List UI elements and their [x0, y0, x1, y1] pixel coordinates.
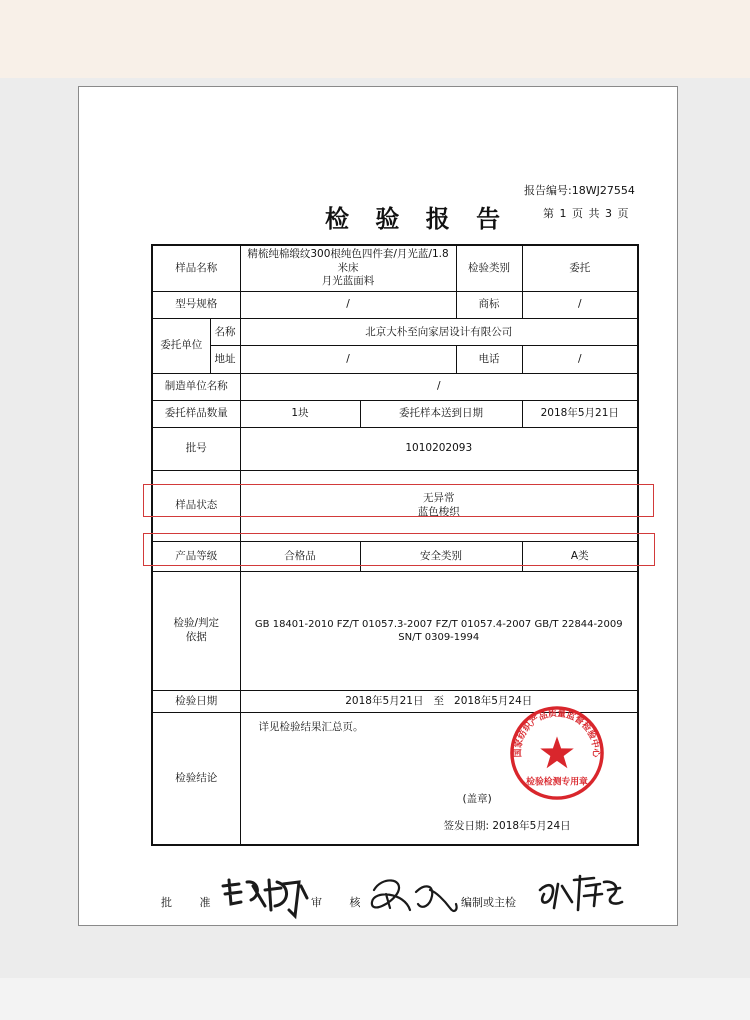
review-label: 审 核 — [311, 896, 373, 909]
preparer-signature — [534, 872, 626, 916]
page-info: 第 1 页 共 3 页 — [543, 207, 630, 220]
test-type-value: 委托 — [522, 245, 638, 291]
approver-signature — [219, 876, 311, 920]
bottom-band — [0, 978, 750, 1020]
report-number: 报告编号:18WJ27554 — [524, 184, 635, 197]
safety-value: A类 — [522, 542, 638, 571]
sample-qty-label: 委托样品数量 — [152, 401, 240, 428]
sample-name-label: 样品名称 — [152, 245, 240, 291]
issue-date: 签发日期: 2018年5月24日 — [443, 820, 571, 833]
approve-label: 批 准 — [161, 896, 223, 909]
seal-star-icon — [540, 736, 574, 768]
manufacturer-label: 制造单位名称 — [152, 373, 240, 400]
client-label: 委托单位 — [152, 319, 210, 374]
model-label: 型号规格 — [152, 291, 240, 318]
trademark-label: 商标 — [456, 291, 522, 318]
conclusion-label: 检验结论 — [152, 713, 240, 845]
client-address-value: / — [240, 346, 456, 373]
grade-value: 合格品 — [240, 542, 360, 571]
seal-ring-text: 国家纺织产品质量监督检验中心 — [513, 708, 601, 758]
batch-label: 批号 — [152, 428, 240, 470]
report-title: 检 验 报 告 — [325, 204, 510, 233]
basis-label: 检验/判定 依据 — [152, 571, 240, 690]
trademark-value: / — [522, 291, 638, 318]
client-name-value: 北京大朴至向家居设计有限公司 — [240, 319, 638, 346]
test-date-label: 检验日期 — [152, 690, 240, 712]
client-name-label: 名称 — [210, 319, 240, 346]
signature-row — [79, 882, 679, 932]
basis-value: GB 18401-2010 FZ/T 01057.3-2007 FZ/T 01057.4-2007 GB/T 22844-2009 SN/T 0309-1994 — [240, 571, 638, 690]
sample-name-value: 精梳纯棉缎纹300根纯色四件套/月光蓝/1.8米床 月光蓝面料 — [240, 245, 456, 291]
seal-note: (盖章) — [462, 793, 492, 806]
phone-label: 电话 — [456, 346, 522, 373]
reviewer-signature — [364, 874, 464, 922]
sample-state-highlight — [143, 484, 654, 517]
grade-highlight — [143, 533, 655, 566]
safety-label: 安全类别 — [360, 542, 522, 571]
test-type-label: 检验类别 — [456, 245, 522, 291]
seal-center-text: 检验检测专用章 — [526, 777, 588, 788]
sample-state-value: 无异常 蓝色梭织 — [240, 470, 638, 542]
manufacturer-value: / — [240, 373, 638, 400]
batch-value: 1010202093 — [240, 428, 638, 470]
sample-state-label: 样品状态 — [152, 470, 240, 542]
top-band — [0, 0, 750, 78]
prepare-label: 编制或主检 — [461, 896, 516, 909]
grade-label: 产品等级 — [152, 542, 240, 571]
model-value: / — [240, 291, 456, 318]
client-address-label: 地址 — [210, 346, 240, 373]
phone-value: / — [522, 346, 638, 373]
sample-qty-value: 1块 — [240, 401, 360, 428]
inspection-seal — [508, 704, 606, 802]
test-date-value: 2018年5月21日 至 2018年5月24日 — [240, 690, 638, 712]
received-date-value: 2018年5月21日 — [522, 401, 638, 428]
received-date-label: 委托样本送到日期 — [360, 401, 522, 428]
conclusion-text: 详见检验结果汇总页。 — [258, 721, 364, 734]
